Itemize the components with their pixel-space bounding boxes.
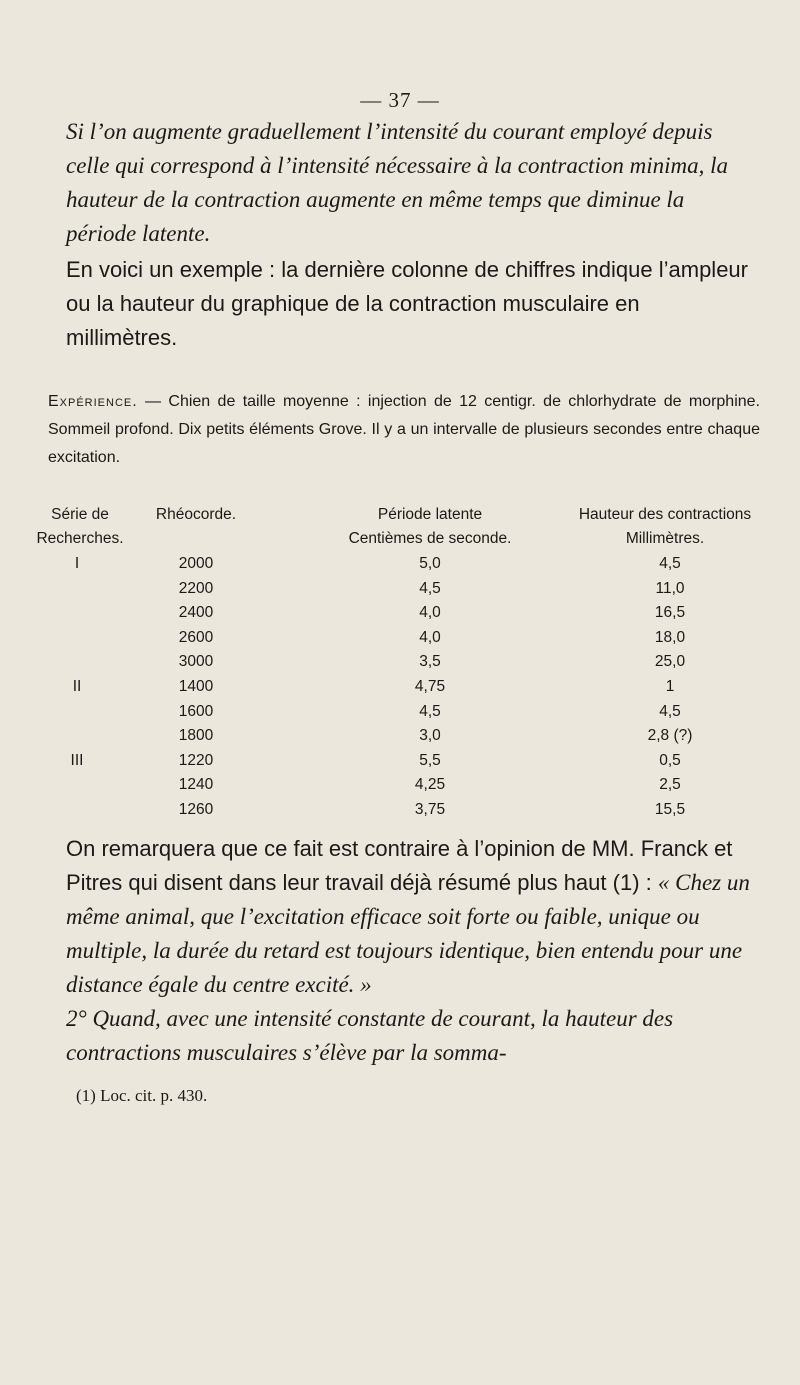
cell-periode: 5,0 bbox=[419, 555, 441, 572]
cell-rheocorde: 2000 bbox=[178, 555, 214, 572]
cell-periode: 4,5 bbox=[419, 579, 441, 597]
intro-paragraph: Si l’on augmente graduellement l’intensité du courant employé depuis celle qui correspond à l’intensité nécessaire à la contraction minima, la hauteur de la contraction augmente en même temps que diminue la période latente. bbox=[66, 119, 728, 246]
example-paragraph: En voici un exemple : la dernière colonne de chiffres indique l’ampleur ou la hauteur du graphique de la contraction musculaire en millimètres. bbox=[66, 257, 748, 350]
header-periode-sub: Centièmes de seconde. bbox=[348, 530, 512, 547]
table-header-row-2 bbox=[0, 530, 800, 554]
experience-text: — Chien de taille moyenne : injection de 12 centigr. de chlorhydrate de morphine. Sommeil profond. Dix petits éléments Grove. Il y a un intervalle de plusieurs secondes entre chaque excitation. bbox=[48, 393, 760, 466]
remark-quote: « Chez un même animal, que l’excitation efficace soit forte ou faible, unique ou multiple, la durée du retard est toujours identique, bien entendu pour une distance égale du centre excité. » bbox=[66, 870, 750, 997]
header-periode: Période latente bbox=[377, 506, 483, 523]
cell-rheocorde: 2600 bbox=[178, 628, 214, 646]
cell-periode: 3,75 bbox=[414, 801, 446, 818]
table-header-row-1 bbox=[0, 506, 800, 530]
header-serie-sub: Recherches. bbox=[36, 530, 124, 547]
header-serie: Série de bbox=[51, 506, 109, 523]
cell-hauteur: 25,0 bbox=[654, 653, 686, 671]
cell-hauteur: 11,0 bbox=[655, 579, 685, 597]
cell-rheocorde: 1600 bbox=[178, 702, 214, 720]
cell-periode: 4,0 bbox=[419, 628, 441, 646]
cell-hauteur: 1 bbox=[665, 678, 675, 695]
cell-hauteur: 4,5 bbox=[659, 555, 681, 572]
cell-hauteur: 2,8 (?) bbox=[647, 727, 693, 745]
cell-serie: I bbox=[74, 555, 80, 572]
table-row bbox=[0, 752, 800, 776]
table-row bbox=[0, 653, 800, 677]
cell-periode: 4,75 bbox=[414, 678, 446, 695]
cell-hauteur: 18,0 bbox=[654, 628, 686, 646]
table-row bbox=[0, 703, 800, 727]
header-hauteur-sub: Millimètres. bbox=[625, 530, 705, 547]
cell-periode: 4,5 bbox=[419, 702, 441, 720]
experience-paragraph bbox=[48, 388, 760, 472]
experience-label: Expérience. bbox=[48, 393, 138, 410]
cell-serie: II bbox=[72, 678, 82, 695]
table-row bbox=[0, 801, 800, 825]
header-hauteur: Hauteur des contractions bbox=[578, 506, 752, 523]
table-row bbox=[0, 555, 800, 579]
page-number: — 37 — bbox=[360, 88, 440, 112]
cell-periode: 3,0 bbox=[419, 727, 441, 745]
cell-rheocorde: 3000 bbox=[178, 653, 214, 671]
cell-rheocorde: 2400 bbox=[178, 604, 214, 622]
table-row bbox=[0, 776, 800, 800]
remark-paragraph bbox=[66, 832, 756, 1002]
cell-rheocorde: 1400 bbox=[178, 678, 214, 695]
cell-serie: III bbox=[70, 751, 84, 769]
cell-periode: 3,5 bbox=[419, 653, 441, 671]
remark-text: On remarquera que ce fait est contraire à l’opinion de MM. Franck et Pitres qui disent dans leur travail déjà résumé plus haut (1) : bbox=[66, 836, 733, 895]
cell-periode: 4,0 bbox=[419, 604, 441, 622]
cell-hauteur: 2,5 bbox=[659, 776, 681, 794]
cell-hauteur: 4,5 bbox=[659, 702, 681, 720]
cell-rheocorde: 2200 bbox=[178, 579, 214, 597]
table-row bbox=[0, 727, 800, 751]
header-rheocorde: Rhéocorde. bbox=[155, 506, 237, 523]
footnote: (1) Loc. cit. p. 430. bbox=[76, 1086, 208, 1105]
cell-hauteur: 15,5 bbox=[654, 801, 686, 818]
cell-hauteur: 0,5 bbox=[659, 751, 681, 769]
table-row bbox=[0, 604, 800, 628]
table-row bbox=[0, 678, 800, 702]
cell-rheocorde: 1220 bbox=[178, 751, 214, 769]
cell-rheocorde: 1260 bbox=[178, 801, 214, 818]
cell-rheocorde: 1240 bbox=[178, 776, 214, 794]
table-row bbox=[0, 580, 800, 604]
second-point-paragraph: 2° Quand, avec une intensité constante de courant, la hauteur des contractions musculaires s’élève par la somma- bbox=[66, 1006, 674, 1065]
table-row bbox=[0, 629, 800, 653]
cell-periode: 4,25 bbox=[414, 776, 446, 794]
cell-rheocorde: 1800 bbox=[178, 727, 214, 745]
cell-hauteur: 16,5 bbox=[654, 604, 686, 622]
cell-periode: 5,5 bbox=[419, 751, 441, 769]
